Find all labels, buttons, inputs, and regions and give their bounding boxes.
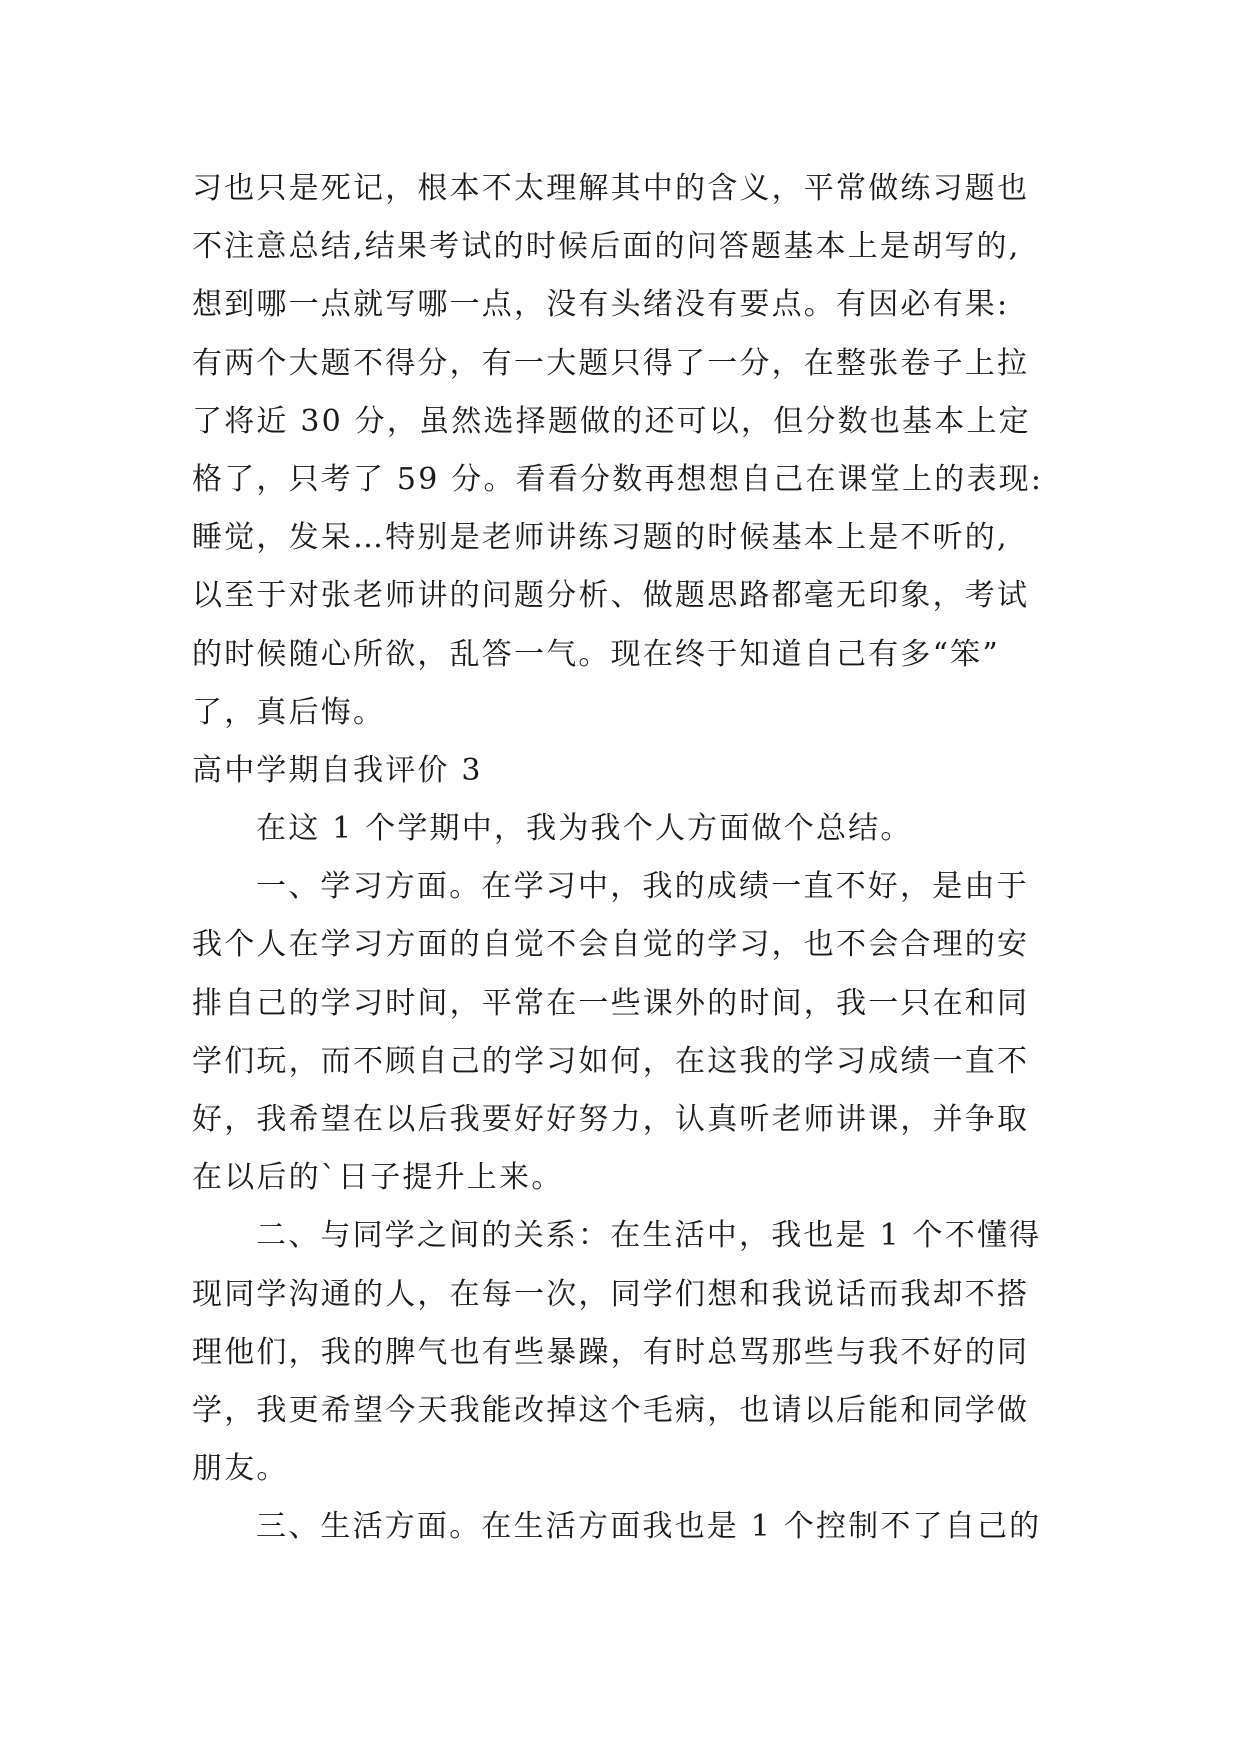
- document-body: [192, 160, 1072, 1557]
- text-line: 排自己的学习时间，平常在一些课外的时间，我一只在和同: [192, 985, 1030, 1021]
- paragraph-start: 二、与同学之间的关系：在生活中，我也是 1 个不懂得: [256, 1218, 1042, 1254]
- text-line: 学，我更希望今天我能改掉这个毛病，也请以后能和同学做: [192, 1392, 1030, 1428]
- text-line: 了将近 30 分，虽然选择题做的还可以，但分数也基本上定: [192, 403, 1031, 439]
- paragraph-start: 三、生活方面。在生活方面我也是 1 个控制不了自己的: [256, 1509, 1042, 1545]
- text-line: 想到哪一点就写哪一点，没有头绪没有要点。有因必有果:: [192, 287, 1010, 323]
- paragraph-start: 在这 1 个学期中，我为我个人方面做个总结。: [256, 811, 913, 847]
- text-line: 理他们，我的脾气也有些暴躁，有时总骂那些与我不好的同: [192, 1334, 1030, 1370]
- text-line: 学们玩，而不顾自己的学习如何，在这我的学习成绩一直不: [192, 1043, 1030, 1079]
- text-line: 现同学沟通的人，在每一次，同学们想和我说话而我却不搭: [192, 1276, 1030, 1312]
- text-line: 好，我希望在以后我要好好努力，认真听老师讲课，并争取: [192, 1102, 1030, 1137]
- text-line: 朋友。: [192, 1451, 289, 1487]
- text-line: 我个人在学习方面的自觉不会自觉的学习，也不会合理的安: [192, 927, 1030, 963]
- text-line: 有两个大题不得分，有一大题只得了一分，在整张卷子上拉: [192, 345, 1030, 381]
- text-line: 的时候随心所欲，乱答一气。现在终于知道自己有多“笨”: [192, 636, 1000, 672]
- text-line: 在以后的`日子提升上来。: [192, 1160, 564, 1196]
- text-line: 了，真后悔。: [192, 694, 386, 730]
- text-line: 习也只是死记，根本不太理解其中的含义，平常做练习题也: [192, 171, 1030, 206]
- section-heading: 高中学期自我评价 3: [192, 752, 483, 788]
- text-line: 格了，只考了 59 分。看看分数再想想自己在课堂上的表现:: [192, 461, 1044, 497]
- text-line: 以至于对张老师讲的问题分析、做题思路都毫无印象，考试: [192, 578, 1030, 614]
- paragraph-start: 一、学习方面。在学习中，我的成绩一直不好，是由于: [256, 869, 1029, 905]
- text-line: 不注意总结,结果考试的时候后面的问答题基本上是胡写的,: [192, 229, 1021, 265]
- text-line: 睡觉，发呆…特别是老师讲练习题的时候基本上是不听的,: [192, 520, 1009, 556]
